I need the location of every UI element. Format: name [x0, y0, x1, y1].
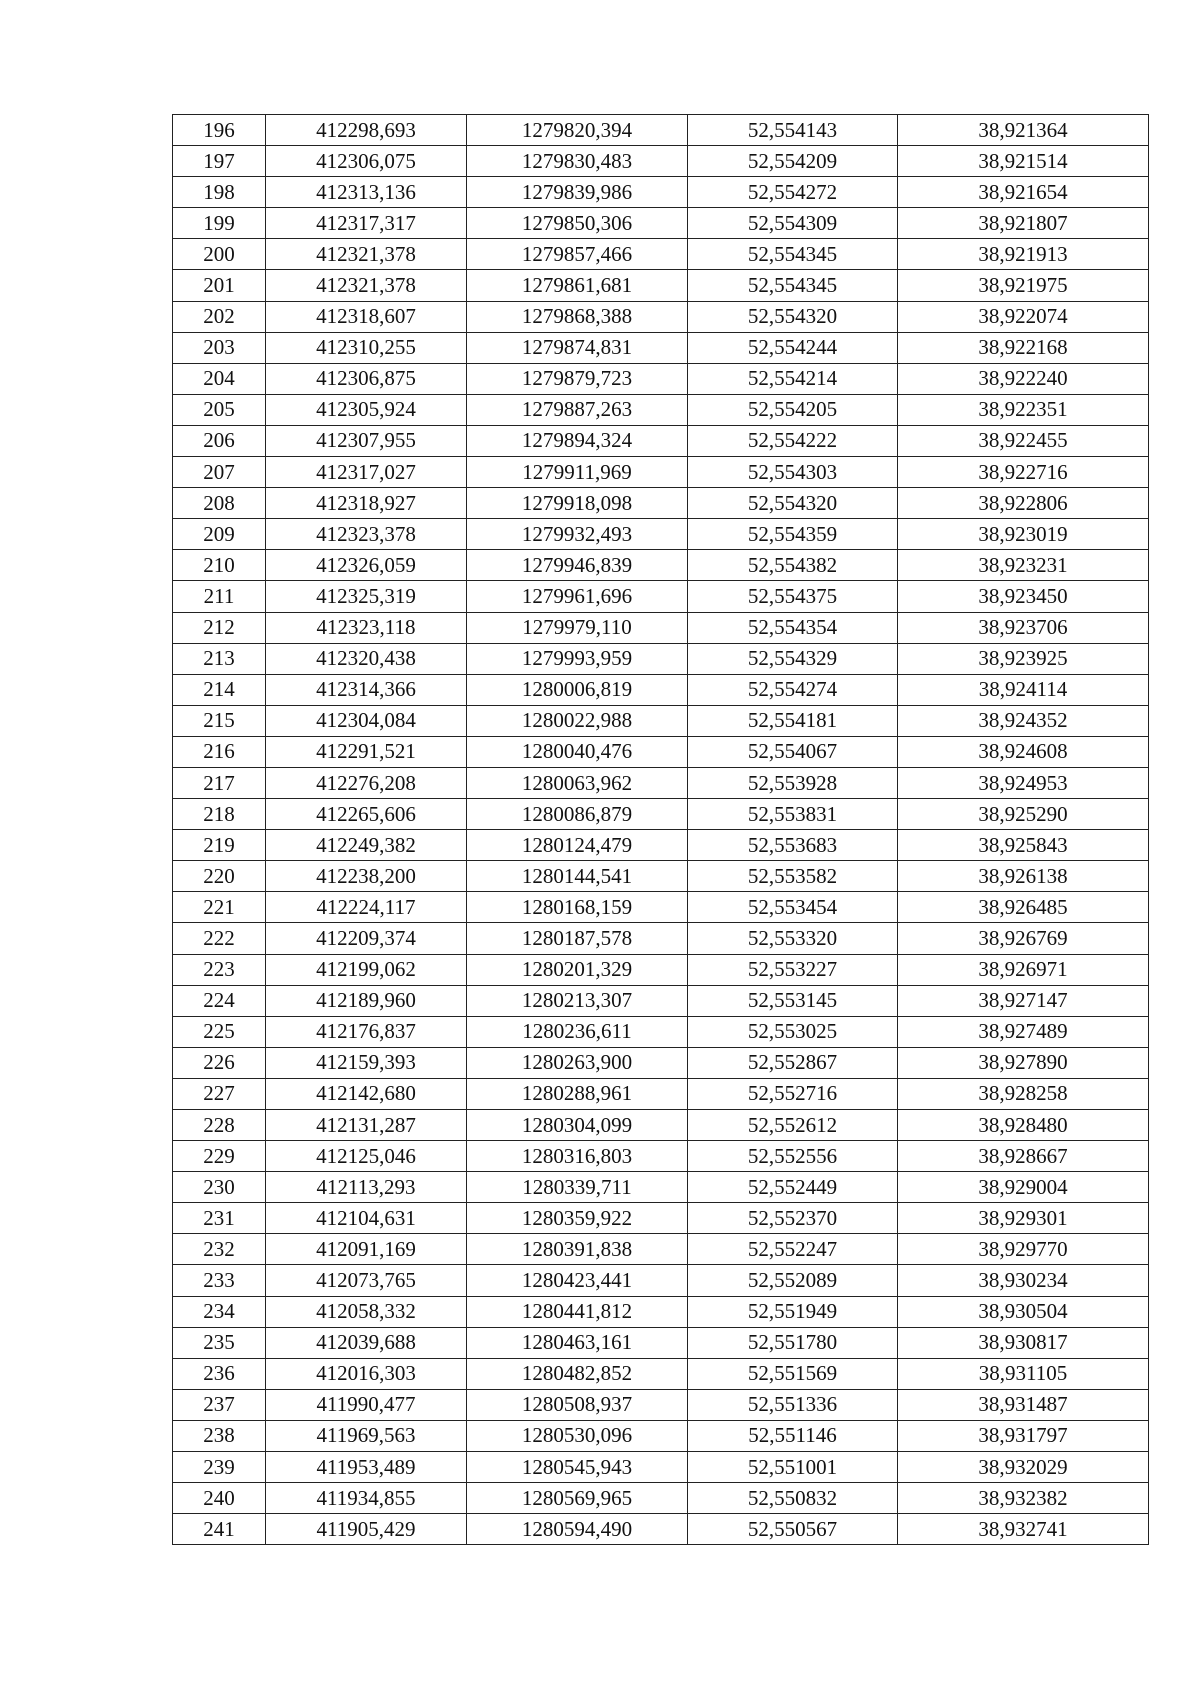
longitude-cell: 38,921364: [898, 115, 1149, 146]
point-number-cell: 241: [173, 1514, 266, 1545]
point-number-cell: 232: [173, 1234, 266, 1265]
longitude-cell: 38,923925: [898, 643, 1149, 674]
latitude-cell: 52,551001: [688, 1452, 898, 1483]
table-row: [173, 1234, 1149, 1265]
table-row: [173, 1265, 1149, 1296]
latitude-cell: 52,550567: [688, 1514, 898, 1545]
longitude-cell: 38,932741: [898, 1514, 1149, 1545]
latitude-cell: 52,554181: [688, 705, 898, 736]
point-number-cell: 212: [173, 612, 266, 643]
point-number-cell: 231: [173, 1203, 266, 1234]
y-coordinate-cell: 1280086,879: [467, 799, 688, 830]
table-row: [173, 519, 1149, 550]
table-row: [173, 394, 1149, 425]
table-row: [173, 1078, 1149, 1109]
x-coordinate-cell: 412310,255: [266, 332, 467, 363]
table-row: [173, 425, 1149, 456]
point-number-cell: 209: [173, 519, 266, 550]
y-coordinate-cell: 1280316,803: [467, 1141, 688, 1172]
x-coordinate-cell: 412276,208: [266, 767, 467, 798]
table-row: [173, 643, 1149, 674]
point-number-cell: 229: [173, 1141, 266, 1172]
y-coordinate-cell: 1279857,466: [467, 239, 688, 270]
table-row: [173, 1141, 1149, 1172]
table-row: [173, 581, 1149, 612]
table-row: [173, 1452, 1149, 1483]
point-number-cell: 226: [173, 1047, 266, 1078]
y-coordinate-cell: 1279830,483: [467, 146, 688, 177]
x-coordinate-cell: 412305,924: [266, 394, 467, 425]
point-number-cell: 235: [173, 1327, 266, 1358]
latitude-cell: 52,553831: [688, 799, 898, 830]
table-row: [173, 705, 1149, 736]
longitude-cell: 38,925843: [898, 830, 1149, 861]
y-coordinate-cell: 1280569,965: [467, 1483, 688, 1514]
table-row: [173, 1327, 1149, 1358]
latitude-cell: 52,553582: [688, 861, 898, 892]
x-coordinate-cell: 412249,382: [266, 830, 467, 861]
x-coordinate-cell: 412326,059: [266, 550, 467, 581]
y-coordinate-cell: 1280530,096: [467, 1420, 688, 1451]
latitude-cell: 52,554329: [688, 643, 898, 674]
coordinates-table-body: [173, 115, 1149, 1545]
y-coordinate-cell: 1280288,961: [467, 1078, 688, 1109]
x-coordinate-cell: 412125,046: [266, 1141, 467, 1172]
point-number-cell: 220: [173, 861, 266, 892]
y-coordinate-cell: 1280124,479: [467, 830, 688, 861]
x-coordinate-cell: 412307,955: [266, 425, 467, 456]
table-row: [173, 861, 1149, 892]
longitude-cell: 38,922455: [898, 425, 1149, 456]
x-coordinate-cell: 412306,875: [266, 363, 467, 394]
x-coordinate-cell: 412318,927: [266, 488, 467, 519]
longitude-cell: 38,922074: [898, 301, 1149, 332]
x-coordinate-cell: 412291,521: [266, 736, 467, 767]
point-number-cell: 214: [173, 674, 266, 705]
table-row: [173, 1172, 1149, 1203]
longitude-cell: 38,927489: [898, 1016, 1149, 1047]
table-row: [173, 767, 1149, 798]
x-coordinate-cell: 411905,429: [266, 1514, 467, 1545]
table-row: [173, 1420, 1149, 1451]
y-coordinate-cell: 1280482,852: [467, 1358, 688, 1389]
latitude-cell: 52,554067: [688, 736, 898, 767]
longitude-cell: 38,921654: [898, 177, 1149, 208]
longitude-cell: 38,923706: [898, 612, 1149, 643]
latitude-cell: 52,551569: [688, 1358, 898, 1389]
table-row: [173, 332, 1149, 363]
longitude-cell: 38,930817: [898, 1327, 1149, 1358]
table-row: [173, 1358, 1149, 1389]
x-coordinate-cell: 412314,366: [266, 674, 467, 705]
x-coordinate-cell: 412238,200: [266, 861, 467, 892]
longitude-cell: 38,931487: [898, 1389, 1149, 1420]
longitude-cell: 38,932382: [898, 1483, 1149, 1514]
point-number-cell: 197: [173, 146, 266, 177]
x-coordinate-cell: 412313,136: [266, 177, 467, 208]
longitude-cell: 38,928480: [898, 1110, 1149, 1141]
latitude-cell: 52,554272: [688, 177, 898, 208]
x-coordinate-cell: 412209,374: [266, 923, 467, 954]
y-coordinate-cell: 1280339,711: [467, 1172, 688, 1203]
y-coordinate-cell: 1279979,110: [467, 612, 688, 643]
latitude-cell: 52,554303: [688, 457, 898, 488]
table-row: [173, 736, 1149, 767]
y-coordinate-cell: 1280441,812: [467, 1296, 688, 1327]
y-coordinate-cell: 1280359,922: [467, 1203, 688, 1234]
x-coordinate-cell: 412321,378: [266, 270, 467, 301]
table-row: [173, 1514, 1149, 1545]
longitude-cell: 38,924953: [898, 767, 1149, 798]
x-coordinate-cell: 412323,118: [266, 612, 467, 643]
y-coordinate-cell: 1280236,611: [467, 1016, 688, 1047]
latitude-cell: 52,554209: [688, 146, 898, 177]
x-coordinate-cell: 412176,837: [266, 1016, 467, 1047]
x-coordinate-cell: 412058,332: [266, 1296, 467, 1327]
table-row: [173, 674, 1149, 705]
x-coordinate-cell: 412224,117: [266, 892, 467, 923]
longitude-cell: 38,927147: [898, 985, 1149, 1016]
point-number-cell: 205: [173, 394, 266, 425]
longitude-cell: 38,923450: [898, 581, 1149, 612]
table-row: [173, 1203, 1149, 1234]
point-number-cell: 217: [173, 767, 266, 798]
y-coordinate-cell: 1280144,541: [467, 861, 688, 892]
point-number-cell: 199: [173, 208, 266, 239]
table-row: [173, 457, 1149, 488]
x-coordinate-cell: 412159,393: [266, 1047, 467, 1078]
longitude-cell: 38,931105: [898, 1358, 1149, 1389]
x-coordinate-cell: 412265,606: [266, 799, 467, 830]
longitude-cell: 38,924114: [898, 674, 1149, 705]
longitude-cell: 38,922351: [898, 394, 1149, 425]
longitude-cell: 38,928667: [898, 1141, 1149, 1172]
latitude-cell: 52,551336: [688, 1389, 898, 1420]
point-number-cell: 203: [173, 332, 266, 363]
y-coordinate-cell: 1279918,098: [467, 488, 688, 519]
point-number-cell: 200: [173, 239, 266, 270]
longitude-cell: 38,932029: [898, 1452, 1149, 1483]
y-coordinate-cell: 1280545,943: [467, 1452, 688, 1483]
table-row: [173, 1296, 1149, 1327]
latitude-cell: 52,554222: [688, 425, 898, 456]
latitude-cell: 52,554214: [688, 363, 898, 394]
point-number-cell: 221: [173, 892, 266, 923]
point-number-cell: 208: [173, 488, 266, 519]
longitude-cell: 38,925290: [898, 799, 1149, 830]
table-row: [173, 954, 1149, 985]
point-number-cell: 201: [173, 270, 266, 301]
table-row: [173, 177, 1149, 208]
latitude-cell: 52,552867: [688, 1047, 898, 1078]
longitude-cell: 38,929770: [898, 1234, 1149, 1265]
y-coordinate-cell: 1280022,988: [467, 705, 688, 736]
point-number-cell: 238: [173, 1420, 266, 1451]
x-coordinate-cell: 411953,489: [266, 1452, 467, 1483]
latitude-cell: 52,552716: [688, 1078, 898, 1109]
point-number-cell: 210: [173, 550, 266, 581]
x-coordinate-cell: 412318,607: [266, 301, 467, 332]
longitude-cell: 38,929301: [898, 1203, 1149, 1234]
table-row: [173, 115, 1149, 146]
x-coordinate-cell: 412016,303: [266, 1358, 467, 1389]
x-coordinate-cell: 412325,319: [266, 581, 467, 612]
longitude-cell: 38,923231: [898, 550, 1149, 581]
y-coordinate-cell: 1279861,681: [467, 270, 688, 301]
table-row: [173, 488, 1149, 519]
y-coordinate-cell: 1279911,969: [467, 457, 688, 488]
latitude-cell: 52,554320: [688, 301, 898, 332]
table-row: [173, 1016, 1149, 1047]
y-coordinate-cell: 1280168,159: [467, 892, 688, 923]
point-number-cell: 227: [173, 1078, 266, 1109]
table-row: [173, 363, 1149, 394]
latitude-cell: 52,554143: [688, 115, 898, 146]
y-coordinate-cell: 1279894,324: [467, 425, 688, 456]
point-number-cell: 206: [173, 425, 266, 456]
x-coordinate-cell: 412317,027: [266, 457, 467, 488]
longitude-cell: 38,922168: [898, 332, 1149, 363]
table-row: [173, 799, 1149, 830]
point-number-cell: 237: [173, 1389, 266, 1420]
longitude-cell: 38,921975: [898, 270, 1149, 301]
longitude-cell: 38,922806: [898, 488, 1149, 519]
table-row: [173, 1483, 1149, 1514]
y-coordinate-cell: 1279961,696: [467, 581, 688, 612]
x-coordinate-cell: 412189,960: [266, 985, 467, 1016]
latitude-cell: 52,554205: [688, 394, 898, 425]
y-coordinate-cell: 1279993,959: [467, 643, 688, 674]
table-row: [173, 1389, 1149, 1420]
x-coordinate-cell: 412306,075: [266, 146, 467, 177]
latitude-cell: 52,553928: [688, 767, 898, 798]
longitude-cell: 38,922240: [898, 363, 1149, 394]
longitude-cell: 38,924608: [898, 736, 1149, 767]
table-row: [173, 301, 1149, 332]
point-number-cell: 224: [173, 985, 266, 1016]
longitude-cell: 38,930234: [898, 1265, 1149, 1296]
table-row: [173, 208, 1149, 239]
point-number-cell: 215: [173, 705, 266, 736]
latitude-cell: 52,554309: [688, 208, 898, 239]
point-number-cell: 202: [173, 301, 266, 332]
y-coordinate-cell: 1280213,307: [467, 985, 688, 1016]
y-coordinate-cell: 1280263,900: [467, 1047, 688, 1078]
point-number-cell: 213: [173, 643, 266, 674]
latitude-cell: 52,554274: [688, 674, 898, 705]
x-coordinate-cell: 412091,169: [266, 1234, 467, 1265]
x-coordinate-cell: 412304,084: [266, 705, 467, 736]
latitude-cell: 52,552370: [688, 1203, 898, 1234]
latitude-cell: 52,553145: [688, 985, 898, 1016]
longitude-cell: 38,928258: [898, 1078, 1149, 1109]
x-coordinate-cell: 412317,317: [266, 208, 467, 239]
point-number-cell: 216: [173, 736, 266, 767]
table-row: [173, 985, 1149, 1016]
table-row: [173, 923, 1149, 954]
y-coordinate-cell: 1279946,839: [467, 550, 688, 581]
x-coordinate-cell: 411969,563: [266, 1420, 467, 1451]
longitude-cell: 38,923019: [898, 519, 1149, 550]
table-row: [173, 612, 1149, 643]
y-coordinate-cell: 1280594,490: [467, 1514, 688, 1545]
latitude-cell: 52,553454: [688, 892, 898, 923]
table-row: [173, 1047, 1149, 1078]
y-coordinate-cell: 1279887,263: [467, 394, 688, 425]
latitude-cell: 52,553227: [688, 954, 898, 985]
latitude-cell: 52,550832: [688, 1483, 898, 1514]
y-coordinate-cell: 1279868,388: [467, 301, 688, 332]
point-number-cell: 228: [173, 1110, 266, 1141]
latitude-cell: 52,552247: [688, 1234, 898, 1265]
table-row: [173, 239, 1149, 270]
point-number-cell: 204: [173, 363, 266, 394]
latitude-cell: 52,553320: [688, 923, 898, 954]
point-number-cell: 218: [173, 799, 266, 830]
point-number-cell: 207: [173, 457, 266, 488]
y-coordinate-cell: 1280391,838: [467, 1234, 688, 1265]
y-coordinate-cell: 1280006,819: [467, 674, 688, 705]
y-coordinate-cell: 1279874,831: [467, 332, 688, 363]
y-coordinate-cell: 1279879,723: [467, 363, 688, 394]
y-coordinate-cell: 1280508,937: [467, 1389, 688, 1420]
y-coordinate-cell: 1280463,161: [467, 1327, 688, 1358]
latitude-cell: 52,553025: [688, 1016, 898, 1047]
y-coordinate-cell: 1279850,306: [467, 208, 688, 239]
latitude-cell: 52,551146: [688, 1420, 898, 1451]
x-coordinate-cell: 411934,855: [266, 1483, 467, 1514]
point-number-cell: 240: [173, 1483, 266, 1514]
latitude-cell: 52,554345: [688, 270, 898, 301]
table-row: [173, 146, 1149, 177]
x-coordinate-cell: 411990,477: [266, 1389, 467, 1420]
y-coordinate-cell: 1279839,986: [467, 177, 688, 208]
point-number-cell: 223: [173, 954, 266, 985]
point-number-cell: 239: [173, 1452, 266, 1483]
latitude-cell: 52,552556: [688, 1141, 898, 1172]
longitude-cell: 38,924352: [898, 705, 1149, 736]
latitude-cell: 52,551949: [688, 1296, 898, 1327]
y-coordinate-cell: 1279932,493: [467, 519, 688, 550]
x-coordinate-cell: 412320,438: [266, 643, 467, 674]
longitude-cell: 38,926485: [898, 892, 1149, 923]
y-coordinate-cell: 1280063,962: [467, 767, 688, 798]
latitude-cell: 52,554244: [688, 332, 898, 363]
y-coordinate-cell: 1280423,441: [467, 1265, 688, 1296]
table-row: [173, 830, 1149, 861]
point-number-cell: 211: [173, 581, 266, 612]
table-row: [173, 892, 1149, 923]
latitude-cell: 52,554382: [688, 550, 898, 581]
latitude-cell: 52,554359: [688, 519, 898, 550]
longitude-cell: 38,927890: [898, 1047, 1149, 1078]
x-coordinate-cell: 412321,378: [266, 239, 467, 270]
longitude-cell: 38,926971: [898, 954, 1149, 985]
latitude-cell: 52,554320: [688, 488, 898, 519]
longitude-cell: 38,926769: [898, 923, 1149, 954]
x-coordinate-cell: 412131,287: [266, 1110, 467, 1141]
latitude-cell: 52,552089: [688, 1265, 898, 1296]
y-coordinate-cell: 1280201,329: [467, 954, 688, 985]
longitude-cell: 38,922716: [898, 457, 1149, 488]
point-number-cell: 236: [173, 1358, 266, 1389]
longitude-cell: 38,926138: [898, 861, 1149, 892]
point-number-cell: 230: [173, 1172, 266, 1203]
point-number-cell: 233: [173, 1265, 266, 1296]
x-coordinate-cell: 412073,765: [266, 1265, 467, 1296]
longitude-cell: 38,921514: [898, 146, 1149, 177]
point-number-cell: 198: [173, 177, 266, 208]
longitude-cell: 38,929004: [898, 1172, 1149, 1203]
latitude-cell: 52,553683: [688, 830, 898, 861]
point-number-cell: 234: [173, 1296, 266, 1327]
latitude-cell: 52,551780: [688, 1327, 898, 1358]
x-coordinate-cell: 412199,062: [266, 954, 467, 985]
table-row: [173, 270, 1149, 301]
x-coordinate-cell: 412298,693: [266, 115, 467, 146]
x-coordinate-cell: 412142,680: [266, 1078, 467, 1109]
x-coordinate-cell: 412323,378: [266, 519, 467, 550]
latitude-cell: 52,554354: [688, 612, 898, 643]
x-coordinate-cell: 412104,631: [266, 1203, 467, 1234]
point-number-cell: 219: [173, 830, 266, 861]
coordinates-table: [172, 114, 1149, 1545]
x-coordinate-cell: 412113,293: [266, 1172, 467, 1203]
point-number-cell: 196: [173, 115, 266, 146]
longitude-cell: 38,921913: [898, 239, 1149, 270]
y-coordinate-cell: 1280187,578: [467, 923, 688, 954]
longitude-cell: 38,921807: [898, 208, 1149, 239]
x-coordinate-cell: 412039,688: [266, 1327, 467, 1358]
point-number-cell: 222: [173, 923, 266, 954]
longitude-cell: 38,930504: [898, 1296, 1149, 1327]
table-row: [173, 1110, 1149, 1141]
y-coordinate-cell: 1280040,476: [467, 736, 688, 767]
table-row: [173, 550, 1149, 581]
latitude-cell: 52,554375: [688, 581, 898, 612]
y-coordinate-cell: 1280304,099: [467, 1110, 688, 1141]
longitude-cell: 38,931797: [898, 1420, 1149, 1451]
point-number-cell: 225: [173, 1016, 266, 1047]
latitude-cell: 52,552449: [688, 1172, 898, 1203]
latitude-cell: 52,552612: [688, 1110, 898, 1141]
y-coordinate-cell: 1279820,394: [467, 115, 688, 146]
latitude-cell: 52,554345: [688, 239, 898, 270]
